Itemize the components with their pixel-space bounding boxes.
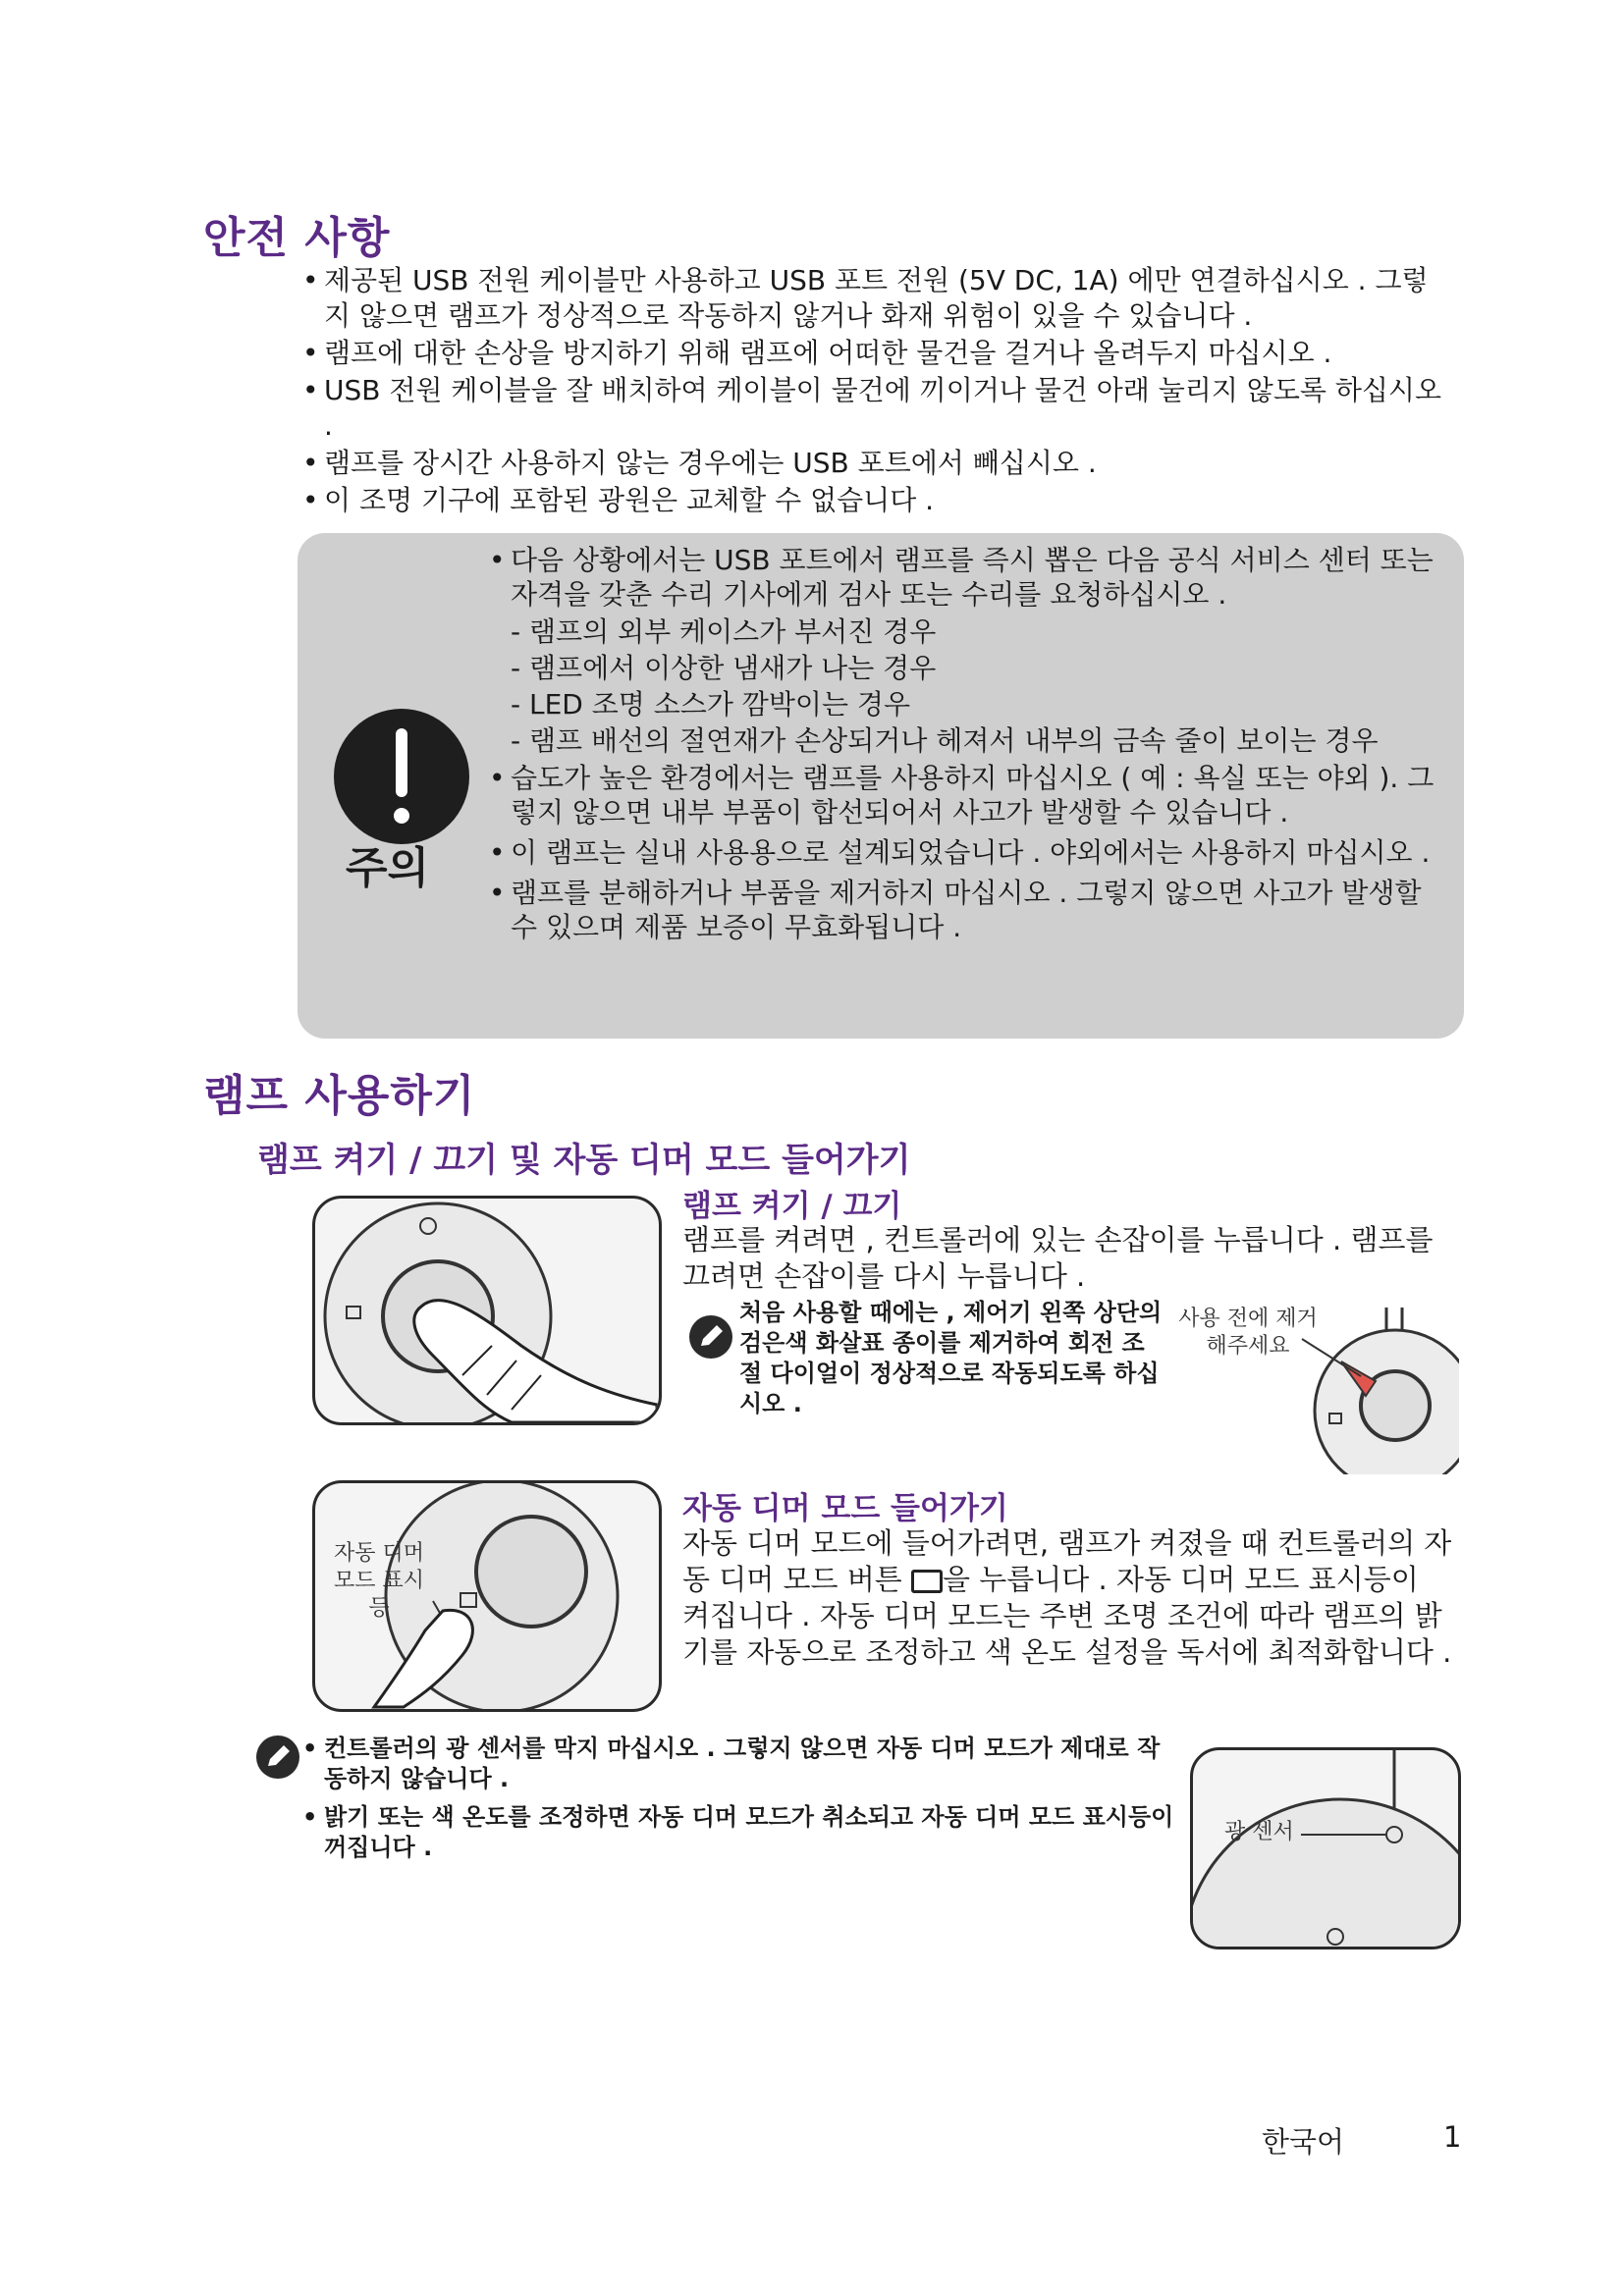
caution-subitem: - 램프에서 이상한 냄새가 나는 경우	[511, 652, 937, 684]
onoff-note: 처음 사용할 때에는 , 제어기 왼쪽 상단의 검은색 화살표 종이를 제거하여 회전 조절 다이얼이 정상적으로 작동되도록 하십시오 .	[739, 1299, 1163, 1417]
usage-subtitle: 램프 켜기 / 끄기 및 자동 디머 모드 들어가기	[257, 1141, 911, 1180]
page-number: 1	[1443, 2120, 1462, 2154]
auto-dimmer-indicator-label: 자동 디머 모드 표시등	[333, 1541, 424, 1621]
caution-item: • 이 램프는 실내 사용용으로 설계되었습니다 . 야외에서는 사용하지 마십시오 .	[489, 835, 1441, 870]
caution-subitem: - 램프의 외부 케이스가 부서진 경우	[511, 615, 937, 648]
light-sensor-figure	[1190, 1747, 1461, 1949]
pencil-note-icon	[256, 1735, 299, 1779]
safety-item: • 램프에 대한 손상을 방지하기 위해 램프에 어떠한 물건을 걸거나 올려두지 마십시오 .	[302, 336, 1446, 371]
auto-dimmer-button-icon	[911, 1570, 943, 1593]
sensor-note: • 밝기 또는 색 온도를 조정하면 자동 디머 모드가 취소되고 자동 디머 모드 표시등이 꺼집니다 .	[302, 1802, 1176, 1863]
footer-language: 한국어	[1262, 2125, 1345, 2159]
onoff-heading: 램프 켜기 / 끄기	[682, 1189, 902, 1224]
safety-item: • 램프를 장시간 사용하지 않는 경우에는 USB 포트에서 빼십시오 .	[302, 446, 1446, 481]
controller-press-figure	[312, 1196, 662, 1425]
sensor-notes	[302, 1734, 1176, 1865]
caution-subitem: - LED 조명 소스가 깜박이는 경우	[511, 688, 910, 721]
onoff-body: 램프를 켜려면 , 컨트롤러에 있는 손잡이를 누릅니다 . 램프를 끄려면 손잡이를 다시 누릅니다 .	[682, 1223, 1434, 1293]
usage-title: 램프 사용하기	[203, 1071, 476, 1121]
safety-item: • USB 전원 케이블을 잘 배치하여 케이블이 물건에 끼이거나 물건 아래 눌리지 않도록 하십시오 .	[302, 373, 1446, 444]
safety-item: • 제공된 USB 전원 케이블만 사용하고 USB 포트 전원 (5V DC, 1A) 에만 연결하십시오 . 그렇지 않으면 램프가 정상적으로 작동하지 않거나 화재 위험이 있을 수 있습니다 .	[302, 263, 1446, 334]
sensor-note: • 컨트롤러의 광 센서를 막지 마십시오 . 그렇지 않으면 자동 디머 모드가 제대로 작동하지 않습니다 .	[302, 1734, 1176, 1794]
auto-body-before: 자동 디머 모드에 들어가려면, 램프가 켜졌을 때 컨트롤러의 자동 디머 모드 버튼	[682, 1526, 1452, 1596]
caution-label: 주의	[346, 843, 430, 893]
auto-body	[682, 1525, 1453, 1671]
safety-item: • 이 조명 기구에 포함된 광원은 교체할 수 없습니다 .	[302, 483, 1446, 518]
safety-list	[302, 263, 1446, 520]
remove-paper-figure	[1174, 1298, 1459, 1474]
light-sensor-label: 광 센서	[1224, 1820, 1294, 1844]
safety-title: 안전 사항	[203, 213, 391, 263]
caution-item: • 다음 상황에서는 USB 포트에서 램프를 즉시 뽑은 다음 공식 서비스 센터 또는 자격을 갖춘 수리 기사에게 검사 또는 수리를 요청하십시오 .	[489, 543, 1441, 612]
caution-item: • 습도가 높은 환경에서는 램프를 사용하지 마십시오 ( 예 : 욕실 또는 야외 ). 그렇지 않으면 내부 부품이 합선되어서 사고가 발생할 수 있습니다 .	[489, 761, 1441, 829]
auto-dimmer-figure	[312, 1480, 662, 1712]
remove-paper-label: 사용 전에 제거해주세요	[1178, 1307, 1318, 1359]
auto-heading: 자동 디머 모드 들어가기	[682, 1491, 1008, 1526]
caution-item: • 램프를 분해하거나 부품을 제거하지 마십시오 . 그렇지 않으면 사고가 발생할 수 있으며 제품 보증이 무효화됩니다 .	[489, 876, 1441, 944]
caution-content	[298, 533, 1464, 1039]
caution-subitem: - 램프 배선의 절연재가 손상되거나 헤져서 내부의 금속 줄이 보이는 경우	[511, 724, 1379, 757]
auto-body-after: 을 누릅니다 . 자동 디머 모드 표시등이 켜집니다 . 자동 디머 모드는 주변 조명 조건에 따라 램프의 밝기를 자동으로 조정하고 색 온도 설정을 독서에 최적화합니다 .	[682, 1563, 1452, 1669]
pencil-note-icon	[689, 1315, 732, 1359]
